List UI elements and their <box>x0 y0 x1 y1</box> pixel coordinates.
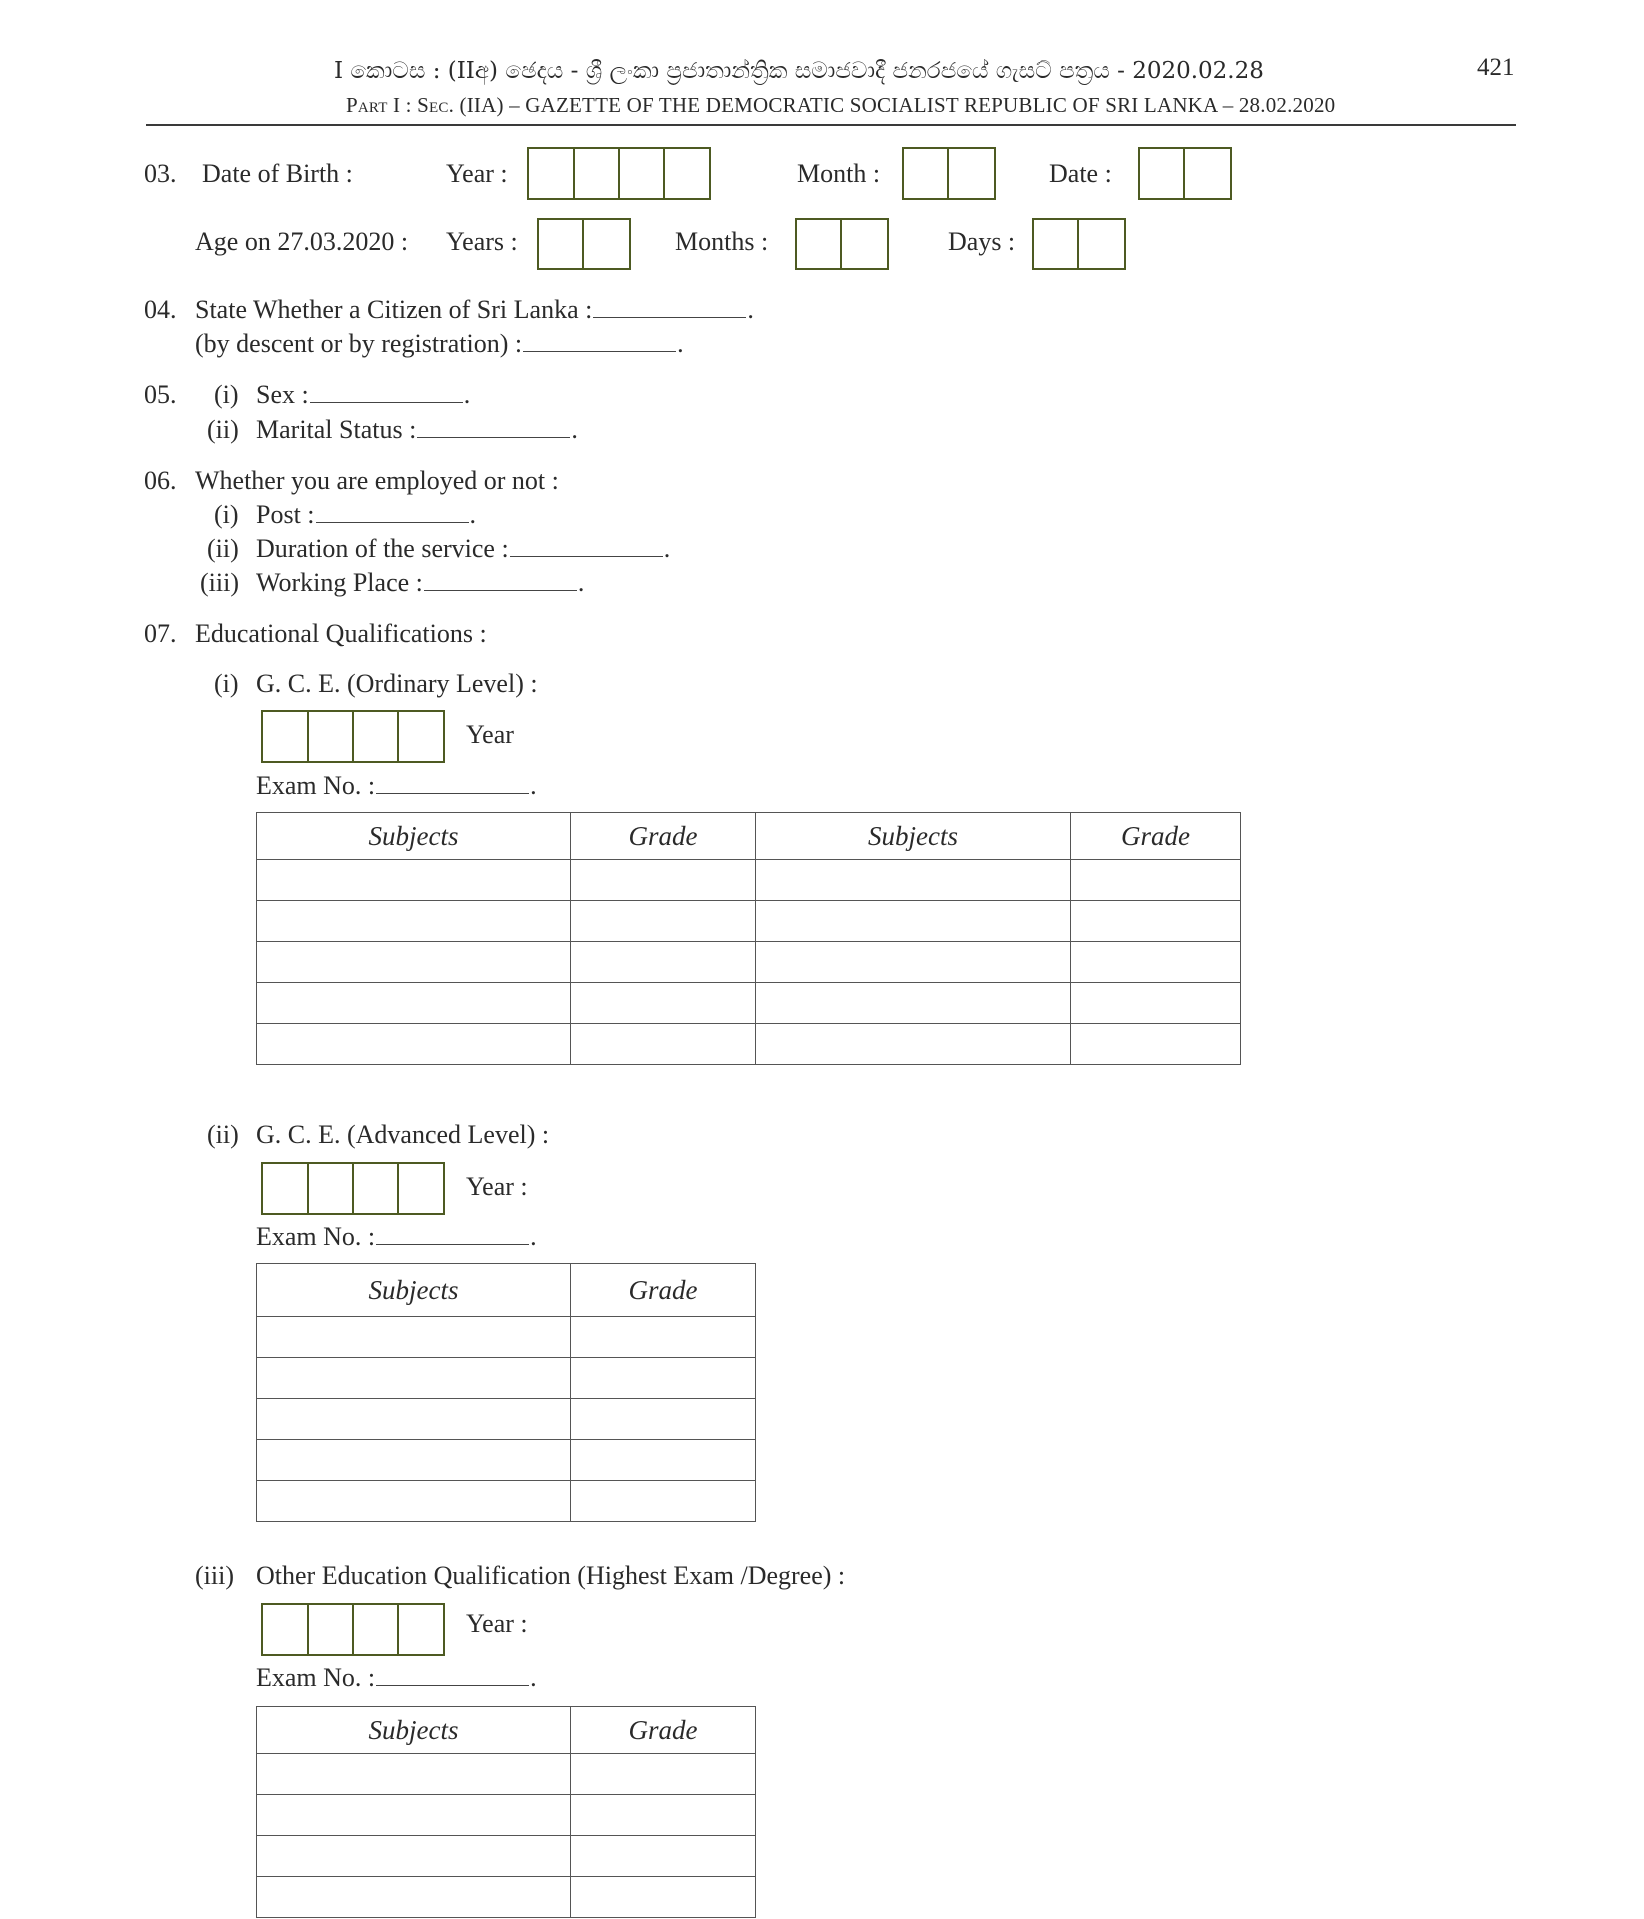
subject-cell[interactable] <box>257 1024 571 1065</box>
grade-cell[interactable] <box>571 983 756 1024</box>
subject-cell[interactable] <box>756 901 1071 942</box>
header-gazette-title: (IIA) – GAZETTE OF THE DEMOCRATIC SOCIALIST REPUBLIC OF SRI LANKA – 28.02.2020 <box>454 93 1336 117</box>
digit-box[interactable] <box>904 149 949 198</box>
grade-cell[interactable] <box>571 1481 756 1522</box>
subject-cell[interactable] <box>257 1836 571 1877</box>
col-subjects: Subjects <box>257 1264 571 1317</box>
subject-cell[interactable] <box>257 983 571 1024</box>
table-row <box>257 1754 756 1795</box>
table-row <box>257 1877 756 1918</box>
table-row <box>257 1795 756 1836</box>
subject-cell[interactable] <box>257 1877 571 1918</box>
col-subjects: Subjects <box>257 813 571 860</box>
subject-cell[interactable] <box>257 1440 571 1481</box>
age-label: Age on 27.03.2020 : <box>195 227 409 256</box>
grade-cell[interactable] <box>571 1399 756 1440</box>
grade-cell[interactable] <box>1071 860 1241 901</box>
col-grade: Grade <box>571 1264 756 1317</box>
period: . <box>530 1663 537 1692</box>
col-subjects: Subjects <box>257 1707 571 1754</box>
ol-exam-field[interactable] <box>256 770 537 802</box>
descent-blank[interactable] <box>523 337 676 352</box>
table-row <box>257 1358 756 1399</box>
col-grade: Grade <box>571 813 756 860</box>
other-exam-field[interactable] <box>256 1662 537 1694</box>
grade-cell[interactable] <box>571 1877 756 1918</box>
digit-box[interactable] <box>1034 220 1079 268</box>
digit-box[interactable] <box>1140 149 1185 198</box>
digit-box[interactable] <box>354 1164 399 1213</box>
dob-month-boxes[interactable] <box>902 147 996 200</box>
table-row <box>257 1317 756 1358</box>
col-grade: Grade <box>571 1707 756 1754</box>
post-num: (i) <box>214 500 239 529</box>
descent-label: (by descent or by registration) : <box>195 329 523 358</box>
period: . <box>577 568 585 597</box>
post-field[interactable] <box>256 499 476 531</box>
age-years-boxes[interactable] <box>537 218 631 270</box>
marital-label: Marital Status : <box>256 415 417 444</box>
q07-number: 07. <box>144 619 177 648</box>
grade-cell[interactable] <box>1071 942 1241 983</box>
digit-box[interactable] <box>399 712 443 761</box>
duration-field[interactable] <box>256 533 670 565</box>
post-label: Post : <box>256 500 315 529</box>
workplace-num: (iii) <box>200 568 239 597</box>
table-header-row <box>257 1264 756 1317</box>
grade-cell[interactable] <box>1071 1024 1241 1065</box>
descent-field[interactable] <box>195 328 684 360</box>
ol-year-boxes[interactable] <box>261 710 445 763</box>
table-header-row <box>257 1707 756 1754</box>
citizen-field[interactable] <box>195 294 754 326</box>
period: . <box>463 380 471 409</box>
subject-cell[interactable] <box>257 1754 571 1795</box>
other-num: (iii) <box>195 1561 234 1590</box>
marital-blank[interactable] <box>417 423 570 438</box>
grade-cell[interactable] <box>571 1024 756 1065</box>
other-results-table <box>256 1706 756 1918</box>
grade-cell[interactable] <box>571 1836 756 1877</box>
digit-box[interactable] <box>399 1605 443 1654</box>
al-year-label: Year : <box>466 1172 528 1201</box>
q06-number: 06. <box>144 466 177 495</box>
header-sec: Sec. <box>417 93 455 117</box>
english-header <box>346 92 1335 118</box>
dob-label: Date of Birth : <box>202 159 353 188</box>
subject-cell[interactable] <box>756 860 1071 901</box>
header-rule <box>146 124 1516 126</box>
subject-cell[interactable] <box>257 1317 571 1358</box>
dob-month-label: Month : <box>797 159 881 188</box>
age-days-boxes[interactable] <box>1032 218 1126 270</box>
ol-title: G. C. E. (Ordinary Level) : <box>256 669 538 698</box>
digit-box[interactable] <box>354 1605 399 1654</box>
education-label: Educational Qualifications : <box>195 619 487 648</box>
table-row <box>257 1024 1241 1065</box>
digit-box[interactable] <box>309 1164 355 1213</box>
marital-num: (ii) <box>207 415 239 444</box>
workplace-field[interactable] <box>256 567 584 599</box>
subject-cell[interactable] <box>257 1358 571 1399</box>
grade-cell[interactable] <box>1071 983 1241 1024</box>
digit-box[interactable] <box>620 149 665 198</box>
digit-box[interactable] <box>665 149 709 198</box>
post-blank[interactable] <box>316 508 469 523</box>
digit-box[interactable] <box>354 712 399 761</box>
digit-box[interactable] <box>797 220 842 268</box>
digit-box[interactable] <box>584 220 629 268</box>
period: . <box>530 771 537 800</box>
age-months-label: Months : <box>675 227 769 256</box>
ol-num: (i) <box>214 669 239 698</box>
table-header-row <box>257 813 1241 860</box>
subject-cell[interactable] <box>756 1024 1071 1065</box>
page-number: 421 <box>1477 54 1515 81</box>
dob-year-boxes[interactable] <box>527 147 711 200</box>
grade-cell[interactable] <box>571 901 756 942</box>
subject-cell[interactable] <box>257 901 571 942</box>
other-year-boxes[interactable] <box>261 1603 445 1656</box>
period: . <box>663 534 671 563</box>
grade-cell[interactable] <box>571 942 756 983</box>
duration-num: (ii) <box>207 534 239 563</box>
other-year-label: Year : <box>466 1609 528 1638</box>
table-row <box>257 1440 756 1481</box>
dob-date-label: Date : <box>1049 159 1112 188</box>
digit-box[interactable] <box>263 1605 309 1654</box>
grade-cell[interactable] <box>571 1358 756 1399</box>
digit-box[interactable] <box>309 1605 355 1654</box>
table-row <box>257 942 1241 983</box>
digit-box[interactable] <box>539 220 584 268</box>
period: . <box>677 329 684 358</box>
digit-box[interactable] <box>263 1164 309 1213</box>
subject-cell[interactable] <box>257 1399 571 1440</box>
digit-box[interactable] <box>1185 149 1230 198</box>
subject-cell[interactable] <box>756 942 1071 983</box>
sex-blank[interactable] <box>310 388 463 403</box>
digit-box[interactable] <box>309 712 355 761</box>
subject-cell[interactable] <box>257 860 571 901</box>
al-results-table <box>256 1263 756 1522</box>
table-row <box>257 1836 756 1877</box>
sinhala-header: I කොටස : (IIඅ) ඡෙදය - ශ්‍රී ලංකා ප්‍රජාතාන්ත්‍රික සමාජවාදී ජනරජයේ ගැසට් පත්‍රය - 2020.02.28 <box>334 58 1264 84</box>
al-exam-label: Exam No. : <box>256 1222 376 1251</box>
q05-number: 05. <box>144 380 177 409</box>
other-title: Other Education Qualification (Highest Exam /Degree) : <box>256 1561 846 1590</box>
period: . <box>747 295 754 324</box>
table-row <box>257 860 1241 901</box>
workplace-label: Working Place : <box>256 568 423 597</box>
q04-number: 04. <box>144 295 177 324</box>
digit-box[interactable] <box>575 149 621 198</box>
table-row <box>257 901 1241 942</box>
marital-field[interactable] <box>256 414 578 446</box>
table-row <box>257 1399 756 1440</box>
ol-results-table <box>256 812 1241 1065</box>
age-years-label: Years : <box>446 227 518 256</box>
other-exam-label: Exam No. : <box>256 1663 376 1692</box>
col-grade: Grade <box>1071 813 1241 860</box>
period: . <box>469 500 477 529</box>
other-exam-blank[interactable] <box>376 1671 529 1686</box>
ol-exam-label: Exam No. : <box>256 771 376 800</box>
subject-cell[interactable] <box>756 983 1071 1024</box>
table-row <box>257 1481 756 1522</box>
grade-cell[interactable] <box>1071 901 1241 942</box>
grade-cell[interactable] <box>571 1754 756 1795</box>
ol-exam-blank[interactable] <box>376 779 529 794</box>
period: . <box>571 415 578 444</box>
col-subjects: Subjects <box>756 813 1071 860</box>
header-part-num: I : <box>387 93 418 117</box>
sex-num: (i) <box>214 380 239 409</box>
sex-field[interactable] <box>256 379 470 411</box>
digit-box[interactable] <box>949 149 994 198</box>
sex-label: Sex : <box>256 380 309 409</box>
subject-cell[interactable] <box>257 1795 571 1836</box>
digit-box[interactable] <box>529 149 575 198</box>
al-exam-field[interactable] <box>256 1221 537 1253</box>
al-exam-blank[interactable] <box>376 1230 529 1245</box>
age-days-label: Days : <box>948 227 1016 256</box>
duration-label: Duration of the service : <box>256 534 509 563</box>
grade-cell[interactable] <box>571 1440 756 1481</box>
digit-box[interactable] <box>1079 220 1124 268</box>
digit-box[interactable] <box>263 712 309 761</box>
workplace-blank[interactable] <box>424 576 577 591</box>
al-title: G. C. E. (Advanced Level) : <box>256 1120 550 1149</box>
dob-year-label: Year : <box>446 159 508 188</box>
al-num: (ii) <box>207 1120 239 1149</box>
table-row <box>257 983 1241 1024</box>
al-year-boxes[interactable] <box>261 1162 445 1215</box>
dob-date-boxes[interactable] <box>1138 147 1232 200</box>
digit-box[interactable] <box>842 220 887 268</box>
duration-blank[interactable] <box>510 542 663 557</box>
subject-cell[interactable] <box>257 942 571 983</box>
period: . <box>530 1222 537 1251</box>
header-part: Part <box>346 93 388 117</box>
grade-cell[interactable] <box>571 1795 756 1836</box>
age-months-boxes[interactable] <box>795 218 889 270</box>
employment-label: Whether you are employed or not : <box>195 466 559 495</box>
ol-year-label: Year <box>466 720 514 749</box>
citizen-label: State Whether a Citizen of Sri Lanka : <box>195 295 593 324</box>
q03-number: 03. <box>144 159 177 188</box>
subject-cell[interactable] <box>257 1481 571 1522</box>
digit-box[interactable] <box>399 1164 443 1213</box>
grade-cell[interactable] <box>571 860 756 901</box>
grade-cell[interactable] <box>571 1317 756 1358</box>
citizen-blank[interactable] <box>593 303 746 318</box>
